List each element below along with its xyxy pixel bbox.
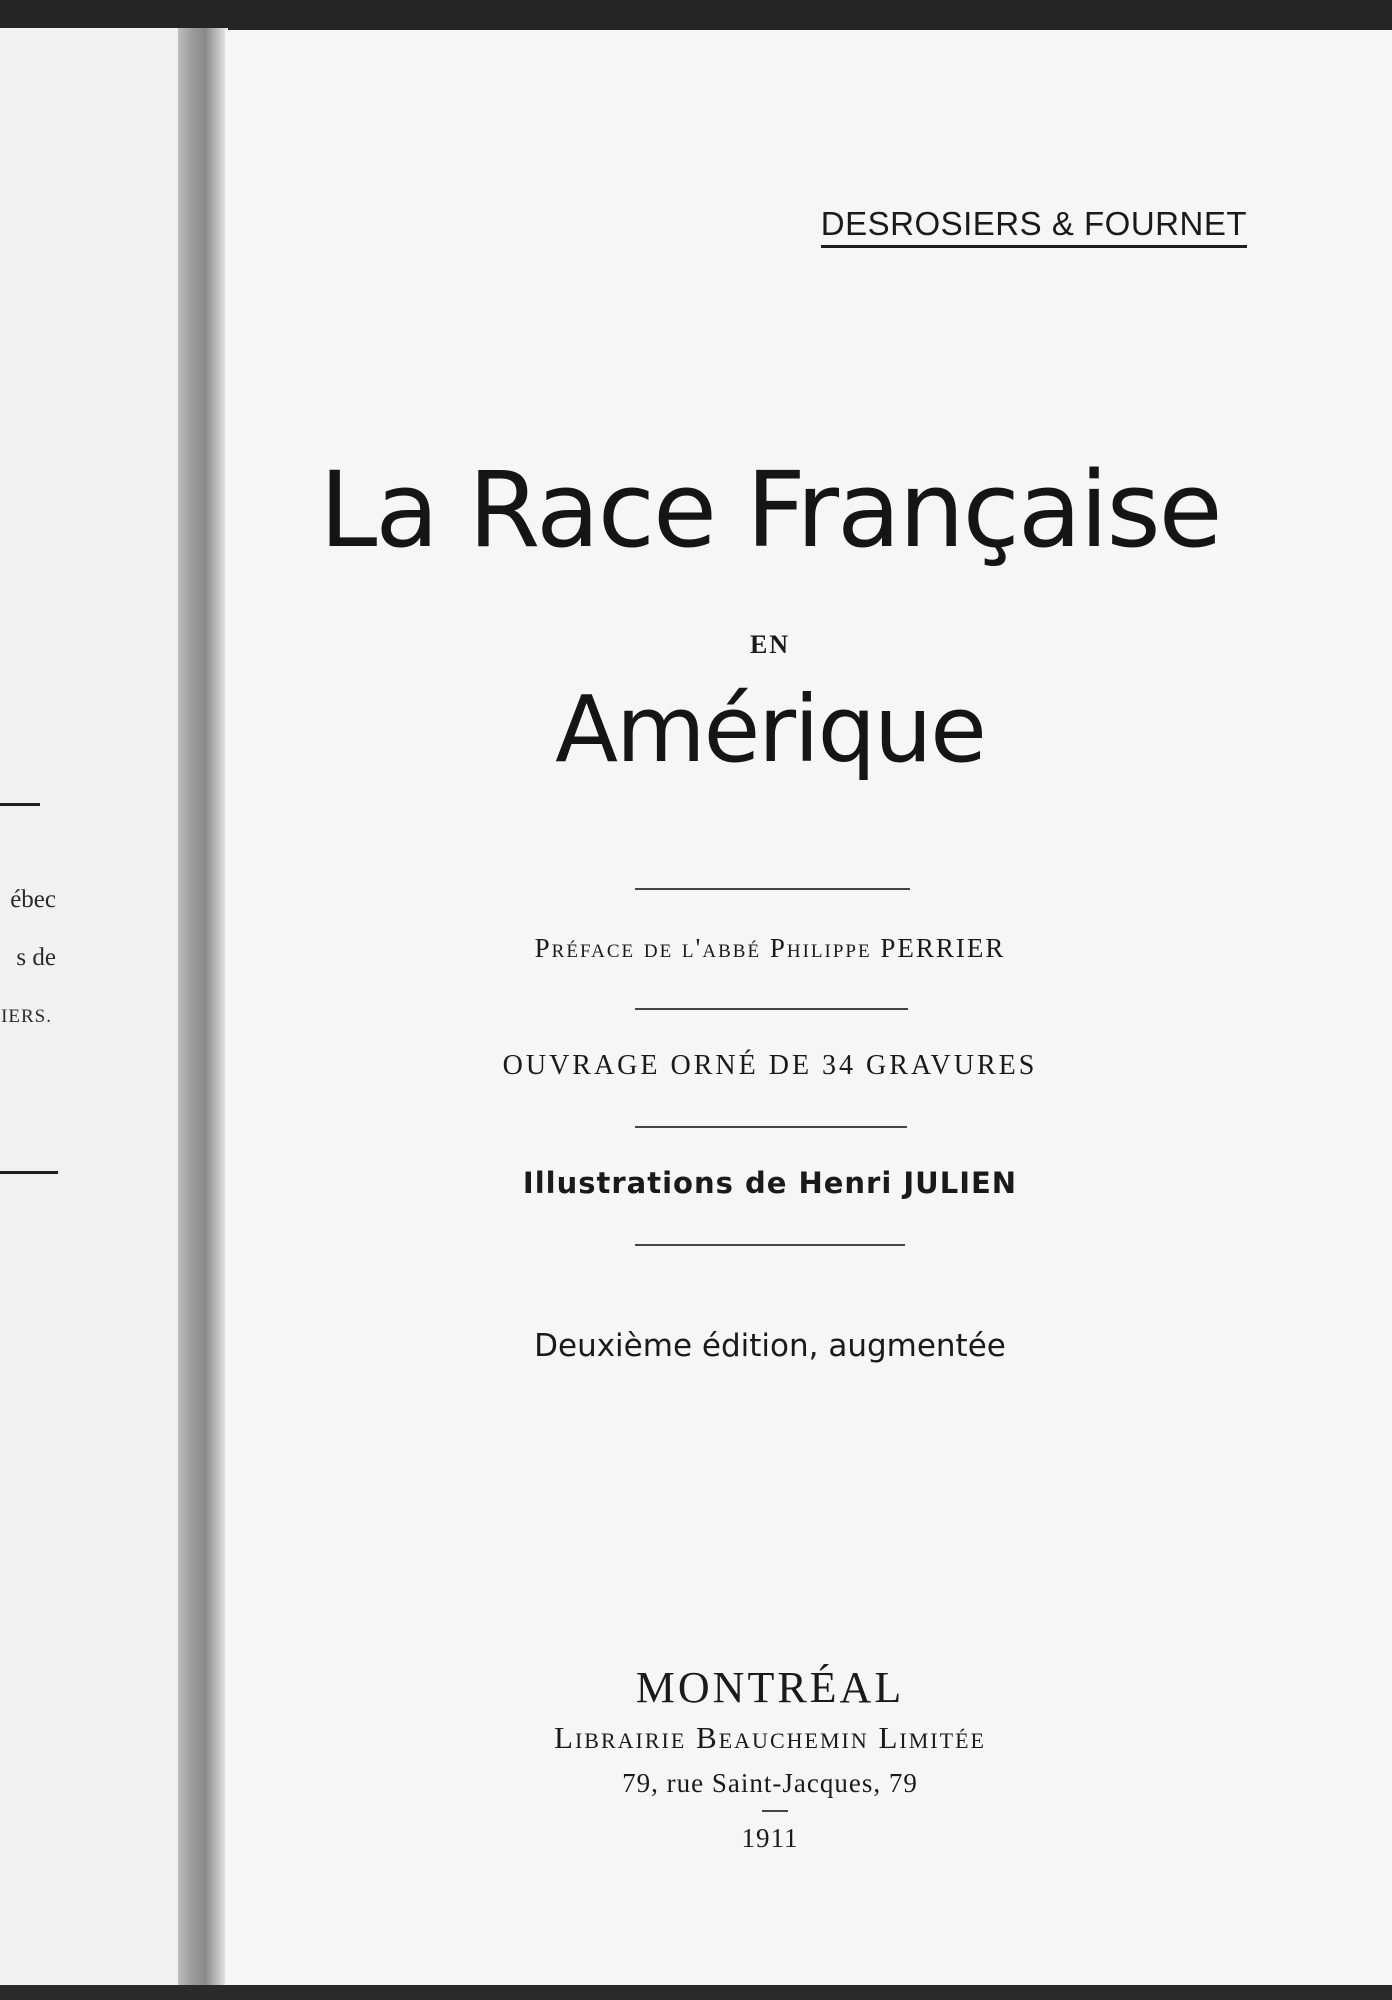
book-gutter-shadow bbox=[178, 28, 228, 1988]
divider bbox=[635, 888, 910, 890]
book-title-line-2: Amérique bbox=[555, 676, 985, 783]
facing-page-fragment: s de bbox=[16, 944, 56, 971]
illustrator-credit: Illustrations de Henri JULIEN bbox=[522, 1166, 1018, 1200]
preface-credit: Préface de l'abbé Philippe PERRIER bbox=[534, 933, 1006, 963]
publisher-address: 79, rue Saint-Jacques, 79 bbox=[622, 1768, 918, 1798]
title-page bbox=[225, 30, 1392, 1985]
publisher: Librairie Beauchemin Limitée bbox=[554, 1720, 986, 1755]
authors: DESROSIERS & FOURNET bbox=[821, 205, 1247, 248]
divider bbox=[635, 1008, 908, 1010]
facing-page-fragment: IERS. bbox=[1, 1006, 52, 1027]
facing-page-rule-top bbox=[0, 803, 40, 806]
engravings-note: OUVRAGE ORNÉ DE 34 GRAVURES bbox=[502, 1050, 1038, 1081]
divider bbox=[635, 1244, 905, 1246]
title-connector: EN bbox=[749, 630, 791, 659]
scan-bottom-border bbox=[0, 1985, 1392, 2000]
publication-year: 1911 bbox=[741, 1823, 799, 1853]
publication-city: MONTRÉAL bbox=[635, 1663, 905, 1712]
facing-page-fragment: ébec bbox=[10, 886, 56, 913]
edition-note: Deuxième édition, augmentée bbox=[534, 1328, 1006, 1364]
facing-page bbox=[0, 28, 178, 1988]
divider-short bbox=[762, 1810, 788, 1812]
book-title: La Race Française bbox=[319, 449, 1221, 571]
divider bbox=[635, 1126, 907, 1128]
scan-top-border bbox=[0, 0, 1392, 30]
facing-page-rule-bottom bbox=[0, 1171, 58, 1174]
